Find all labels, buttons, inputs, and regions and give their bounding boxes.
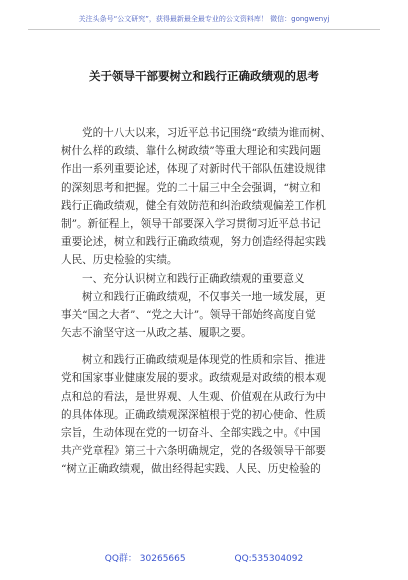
qq-group-text: QQ群： 30265665 <box>104 554 186 564</box>
body-line: 党的十八大以来，习近平总书记围绕“政绩为谁而树、 <box>82 127 332 139</box>
body-line: 树立和践行正确政绩观，不仅事关一地一域发展，更 <box>82 290 326 303</box>
body-line: 的深刻思考和把握。党的二十届三中全会强调，“树立和 <box>61 181 321 194</box>
body-line: 点和总的看法，是世界观、人生观、价值观在从政行为中 <box>61 390 326 403</box>
body-line: “树立正确政绩观，做出经得起实践、人民、历史检验的 <box>61 463 321 476</box>
body-line: 作出一系列重要论述，体现了对新时代干部队伍建设规律 <box>61 163 326 176</box>
section-heading: 一、充分认识树立和践行正确政绩观的重要意义 <box>82 272 305 285</box>
qq-number-text: QQ:535304092 <box>234 554 304 564</box>
body-line: 树什么样的政绩、靠什么树政绩”等重大理论和实践问题 <box>61 145 321 158</box>
document-body <box>61 124 351 479</box>
body-line: 共产党章程》第三十六条明确规定，党的各级领导干部要 <box>61 445 326 458</box>
body-line: 党和国家事业健康发展的要求。政绩观是对政绩的根本观 <box>61 372 326 385</box>
body-line: 践行正确政绩观，健全有效防范和纠治政绩观偏差工作机 <box>61 199 326 212</box>
body-line: 的具体体现。正确政绩观深深植根于党的初心使命、性质 <box>61 408 326 421</box>
body-line: 矢志不渝坚守这一从政之基、履职之要。 <box>61 327 252 340</box>
contact-footer <box>0 551 408 564</box>
promo-header: 关注头条号“公文研究”，获得最新最全最专业的公文资料库！ 微信：gongwenyj <box>78 15 330 23</box>
body-line: 制”。新征程上，领导干部要深入学习贯彻习近平总书记 <box>61 217 321 230</box>
body-line: 重要论述，树立和践行正确政绩观，努力创造经得起实践 <box>61 236 326 249</box>
body-line: 事关“国之大者”、“党之大计”。领导干部始终高度自觉 <box>61 308 316 321</box>
body-line: 宗旨，生动体现在党的一切奋斗、全部实践之中。《中国 <box>61 427 321 439</box>
body-line: 人民、历史检验的实绩。 <box>61 254 178 267</box>
header-divider <box>28 29 380 30</box>
paragraph-gap <box>61 342 351 351</box>
body-line: 树立和践行正确政绩观是体现党的性质和宗旨、推进 <box>82 354 326 367</box>
document-title: 关于领导干部要树立和践行正确政绩观的思考 <box>89 69 319 83</box>
